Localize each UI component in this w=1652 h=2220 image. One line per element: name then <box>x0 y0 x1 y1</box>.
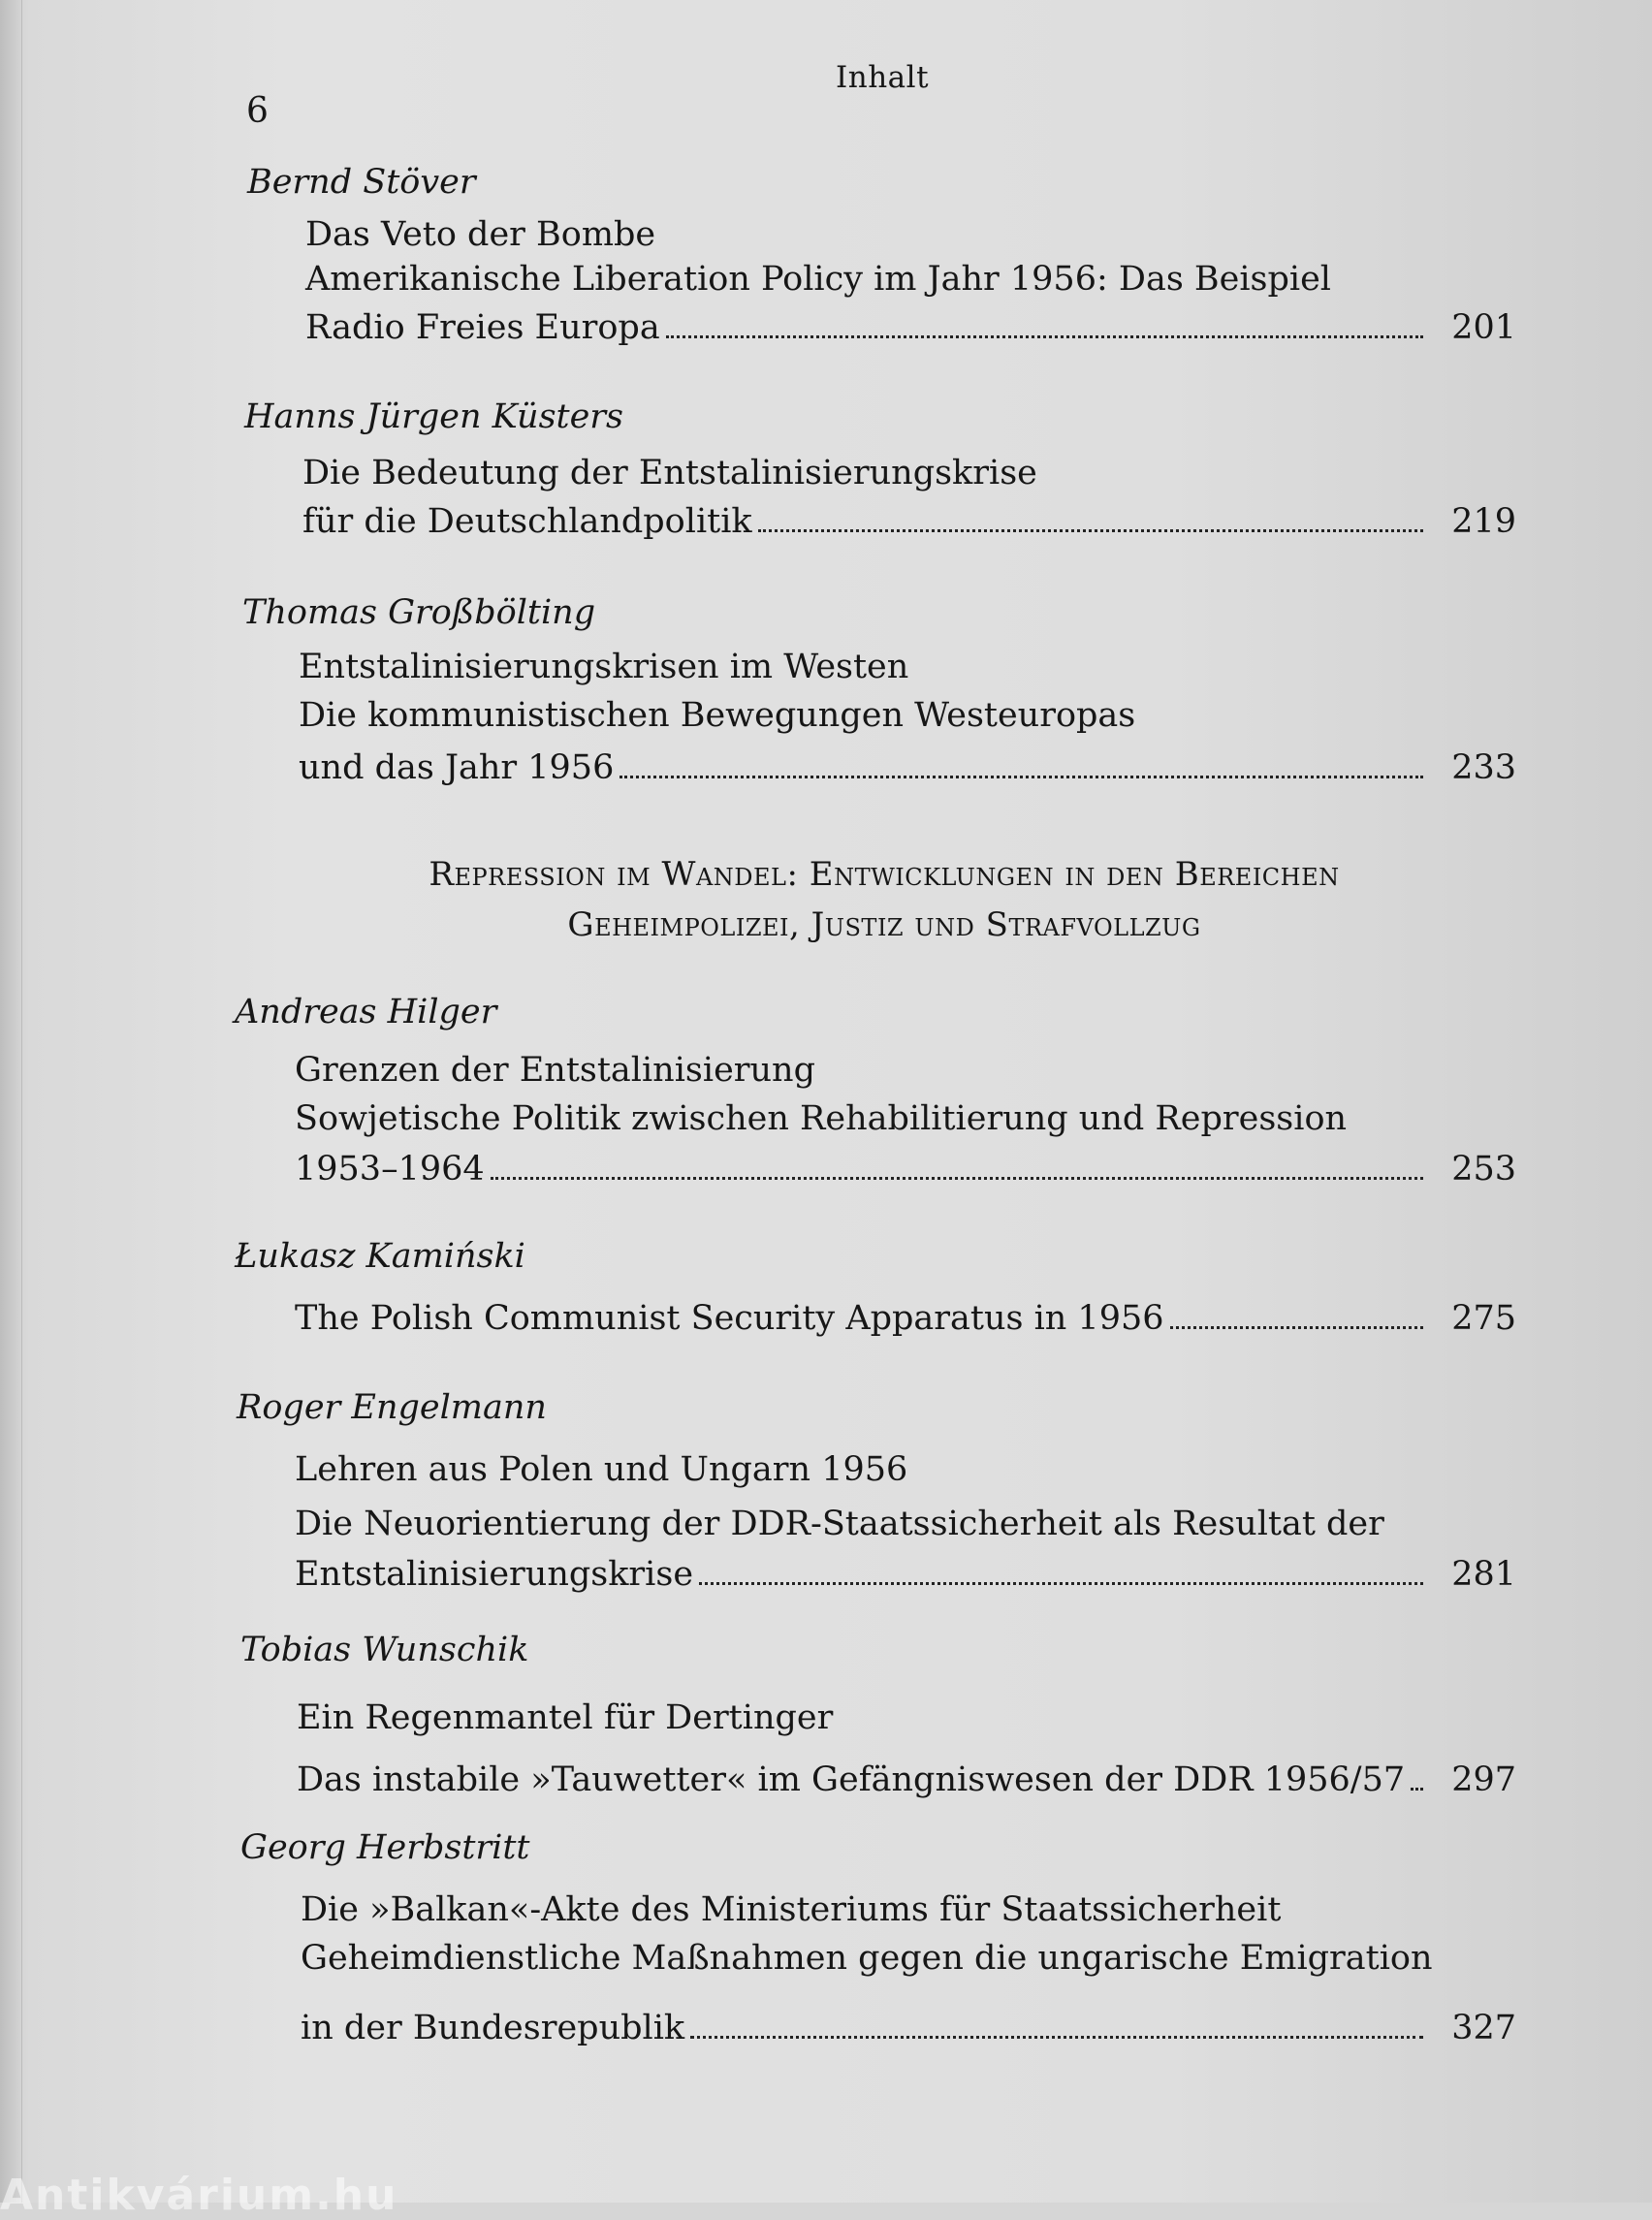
toc-title-line: Ein Regenmantel für Dertinger <box>297 1698 834 1737</box>
toc-page-ref: 297 <box>1451 1760 1516 1799</box>
toc-title-line: Die Bedeutung der Entstalinisierungskrise <box>302 454 1037 492</box>
toc-title-line: und das Jahr 1956 <box>299 748 615 787</box>
toc-title-line: Die Neuorientierung der DDR-Staatssicherheit als Resultat der <box>295 1505 1384 1543</box>
toc-author: Andreas Hilger <box>235 993 497 1031</box>
section-heading-line: Geheimpolizei, Justiz und Strafvollzug <box>567 905 1201 944</box>
dot-leader <box>1170 1325 1424 1329</box>
running-head: Inhalt <box>836 60 930 95</box>
toc-title-line: in der Bundesrepublik <box>301 2009 685 2047</box>
toc-author: Hanns Jürgen Küsters <box>244 397 623 436</box>
toc-leader-line <box>295 1150 1516 1189</box>
toc-page-ref: 219 <box>1451 502 1516 541</box>
toc-author: Georg Herbstritt <box>240 1828 530 1867</box>
toc-title-line: Die kommunistischen Bewegungen Westeuropas <box>299 696 1136 735</box>
dot-leader <box>758 528 1423 532</box>
toc-title-line: Geheimdienstliche Maßnahmen gegen die ungarische Emigration <box>301 1939 1433 1978</box>
page-edge <box>0 0 22 2203</box>
toc-leader-line <box>305 308 1516 347</box>
toc-leader-line <box>295 1299 1516 1338</box>
dot-leader <box>491 1176 1423 1180</box>
toc-author: Bernd Stöver <box>247 163 476 202</box>
toc-title-line: Entstalinisierungskrisen im Westen <box>299 648 909 686</box>
toc-page-ref: 275 <box>1451 1299 1516 1338</box>
toc-title-line: Entstalinisierungskrise <box>295 1555 694 1594</box>
toc-title-line: The Polish Communist Security Apparatus in 1956 <box>295 1299 1164 1338</box>
toc-page-ref: 327 <box>1451 2009 1516 2047</box>
toc-author: Thomas Großbölting <box>242 593 596 632</box>
toc-page-ref: 281 <box>1451 1555 1516 1594</box>
toc-leader-line <box>297 1760 1516 1799</box>
toc-title-line: Grenzen der Entstalinisierung <box>295 1051 815 1090</box>
section-heading <box>176 849 1592 950</box>
section-heading-line: Repression im Wandel: Entwicklungen in den Bereichen <box>429 855 1340 894</box>
toc-page-ref: 201 <box>1451 308 1516 347</box>
dot-leader <box>699 1581 1423 1585</box>
dot-leader <box>666 334 1423 338</box>
toc-page-ref: 233 <box>1451 748 1516 787</box>
toc-author: Łukasz Kamiński <box>235 1237 525 1276</box>
toc-title-line: Amerikanische Liberation Policy im Jahr 1956: Das Beispiel <box>305 260 1331 299</box>
dot-leader <box>1411 1787 1423 1791</box>
watermark-logo: Antikvárium.hu <box>0 2171 398 2220</box>
toc-leader-line <box>301 2009 1516 2047</box>
book-page <box>21 0 1652 2203</box>
toc-title-line: Sowjetische Politik zwischen Rehabilitierung und Repression <box>295 1099 1348 1138</box>
dot-leader <box>620 775 1423 778</box>
toc-title-line: 1953–1964 <box>295 1150 485 1189</box>
dot-leader <box>690 2035 1423 2039</box>
toc-title-line: Die »Balkan«-Akte des Ministeriums für Staatssicherheit <box>301 1890 1282 1929</box>
toc-page-ref: 253 <box>1451 1150 1516 1189</box>
toc-leader-line <box>295 1555 1516 1594</box>
page-number: 6 <box>246 91 269 131</box>
toc-title-line: Das instabile »Tauwetter« im Gefängniswesen der DDR 1956/57 <box>297 1760 1406 1799</box>
toc-author: Tobias Wunschik <box>240 1631 529 1669</box>
toc-leader-line <box>302 502 1516 541</box>
toc-author: Roger Engelmann <box>237 1388 547 1427</box>
toc-leader-line <box>299 748 1516 787</box>
toc-title-line: Lehren aus Polen und Ungarn 1956 <box>295 1450 908 1489</box>
toc-title-line: Radio Freies Europa <box>305 308 660 347</box>
toc-title-line: für die Deutschlandpolitik <box>302 502 752 541</box>
toc-title-line: Das Veto der Bombe <box>305 215 656 254</box>
